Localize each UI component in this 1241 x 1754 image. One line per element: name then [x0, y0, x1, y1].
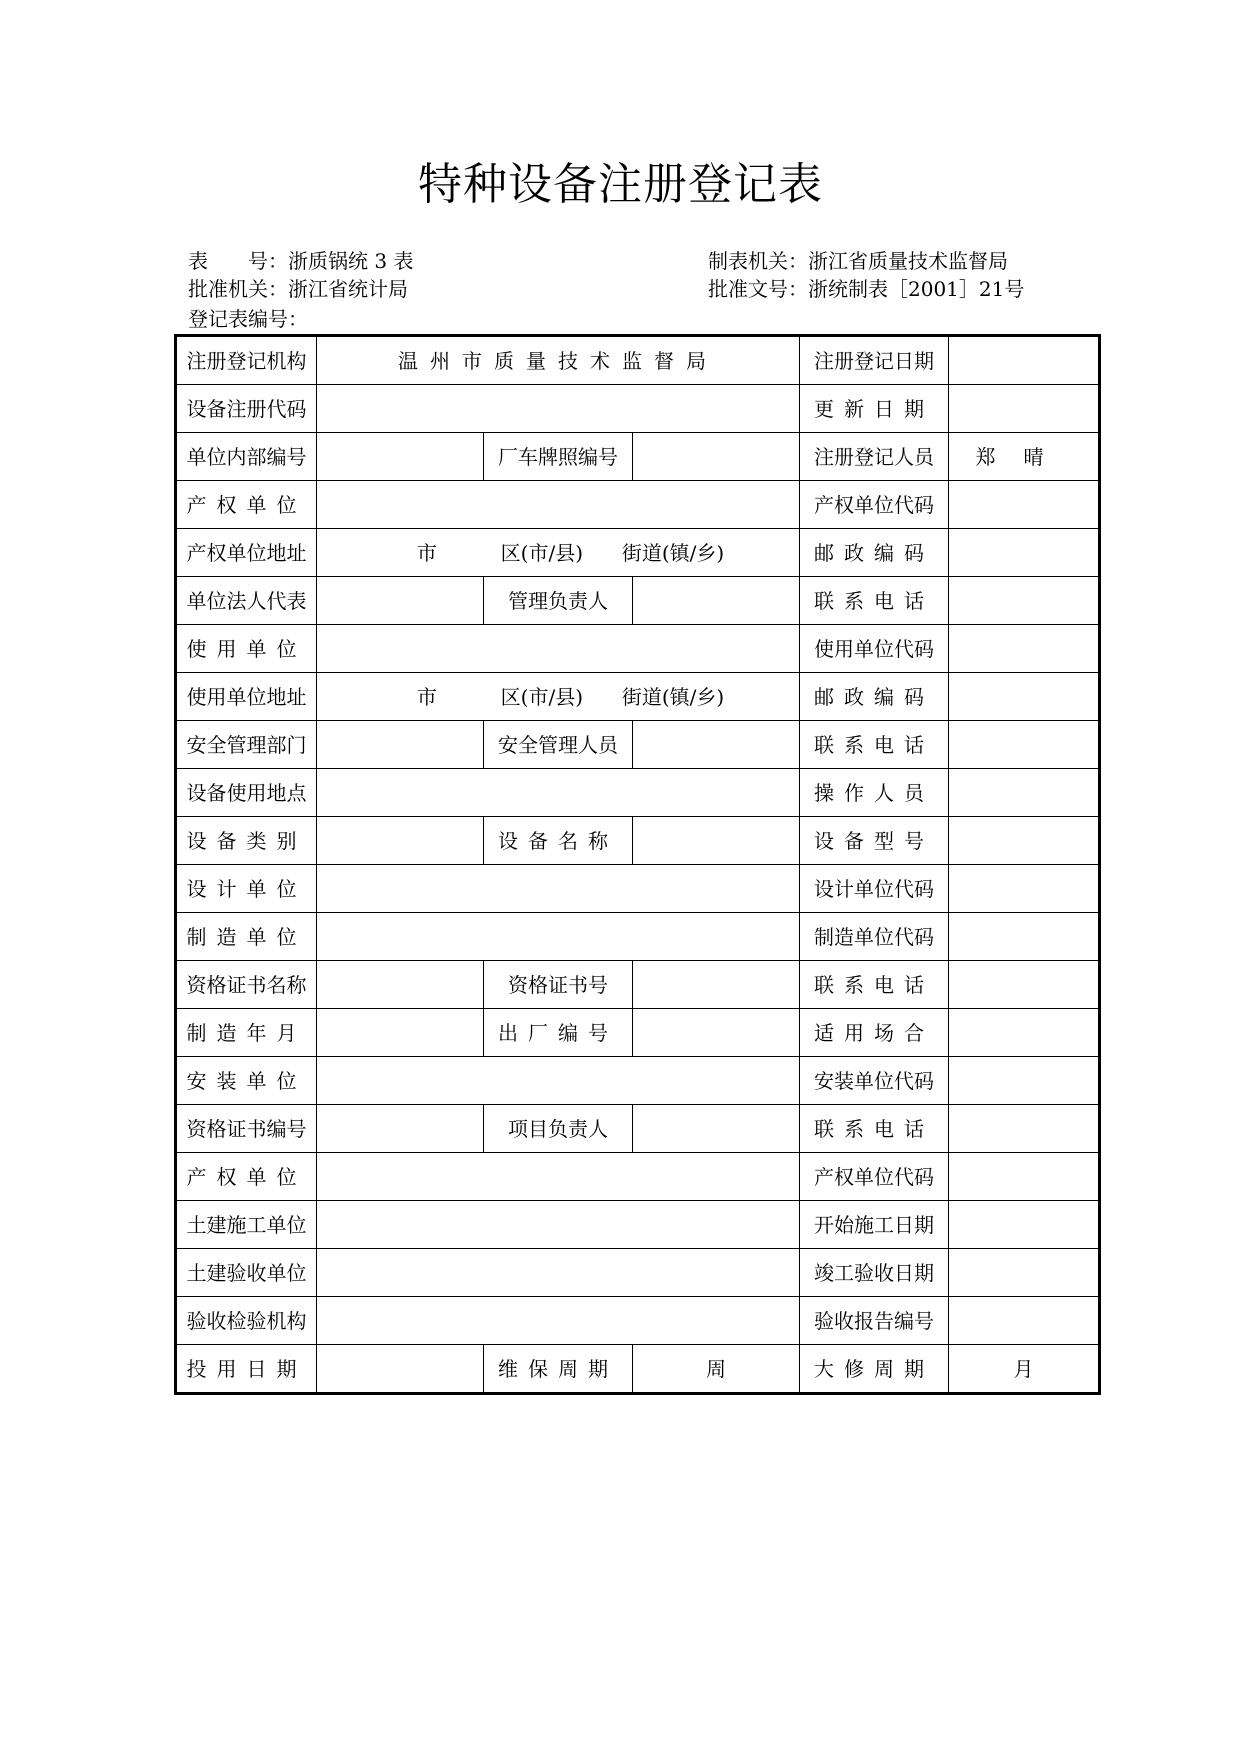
- usage-location-value[interactable]: [317, 769, 800, 817]
- address-street-label: 街道(镇/乡): [621, 540, 725, 565]
- table-row: [176, 336, 1100, 385]
- device-category-value[interactable]: [317, 817, 484, 865]
- user-postcode-value[interactable]: [949, 673, 1100, 721]
- table-row: [176, 673, 1100, 721]
- plate-number-value[interactable]: [633, 433, 800, 481]
- approving-authority: [188, 276, 408, 302]
- field-label: 资格证书号: [484, 961, 633, 1009]
- owner-unit-code-value[interactable]: [949, 481, 1100, 529]
- registration-form-number-label: 登记表编号：: [188, 307, 308, 331]
- maintenance-cycle-value[interactable]: 周: [633, 1345, 800, 1394]
- form-number-value: 浙质锅统 3 表: [288, 249, 414, 273]
- manufacturer-code-value[interactable]: [949, 913, 1100, 961]
- table-row: [176, 529, 1100, 577]
- address-district-label: 区(市/县): [500, 684, 584, 709]
- table-row: [176, 913, 1100, 961]
- field-label: 注册登记日期: [800, 336, 949, 385]
- factory-number-value[interactable]: [633, 1009, 800, 1057]
- table-row: [176, 1249, 1100, 1297]
- user-address-value[interactable]: [317, 673, 800, 721]
- overhaul-cycle-value[interactable]: 月: [949, 1345, 1100, 1394]
- table-row: [176, 625, 1100, 673]
- approval-document: [708, 276, 1024, 302]
- project-manager-value[interactable]: [633, 1105, 800, 1153]
- field-label: 设备使用地点: [176, 769, 317, 817]
- field-label: 单位法人代表: [176, 577, 317, 625]
- field-label: 设备型号: [800, 817, 949, 865]
- manufacturer-phone-value[interactable]: [949, 961, 1100, 1009]
- commissioning-date-value[interactable]: [317, 1345, 484, 1394]
- table-row: [176, 865, 1100, 913]
- field-label: 使用单位: [176, 625, 317, 673]
- issuing-authority-value: 浙江省质量技术监督局: [808, 249, 1008, 273]
- inspection-report-number-value[interactable]: [949, 1297, 1100, 1345]
- construction-unit-value[interactable]: [317, 1201, 800, 1249]
- field-label: 设计单位代码: [800, 865, 949, 913]
- field-label: 土建验收单位: [176, 1249, 317, 1297]
- design-unit-value[interactable]: [317, 865, 800, 913]
- table-row: [176, 1153, 1100, 1201]
- field-label: 产权单位代码: [800, 1153, 949, 1201]
- device-name-value[interactable]: [633, 817, 800, 865]
- registration-form-number: [188, 306, 308, 332]
- installer-certificate-value[interactable]: [317, 1105, 484, 1153]
- table-row: [176, 1009, 1100, 1057]
- registration-agency-value[interactable]: 温州市质量技术监督局: [317, 336, 800, 385]
- table-row: [176, 1297, 1100, 1345]
- approving-authority-label: 批准机关：: [188, 277, 288, 301]
- issuing-authority-label: 制表机关：: [708, 249, 808, 273]
- field-label: 土建施工单位: [176, 1201, 317, 1249]
- field-label: 设备注册代码: [176, 385, 317, 433]
- owner-unit-code-2-value[interactable]: [949, 1153, 1100, 1201]
- address-city-label: 市: [416, 540, 437, 565]
- table-row: [176, 961, 1100, 1009]
- issuing-authority: [708, 248, 1008, 274]
- page-title: 特种设备注册登记表: [418, 159, 823, 210]
- field-label: 制造单位代码: [800, 913, 949, 961]
- form-number-label: 表 号：: [188, 249, 288, 273]
- field-label: 产权单位: [176, 481, 317, 529]
- field-label: 安全管理人员: [484, 721, 633, 769]
- table-row: [176, 817, 1100, 865]
- field-label: 安装单位: [176, 1057, 317, 1105]
- table-row: [176, 385, 1100, 433]
- field-label: 设计单位: [176, 865, 317, 913]
- field-label: 注册登记机构: [176, 336, 317, 385]
- field-label: 产权单位: [176, 1153, 317, 1201]
- certificate-name-value[interactable]: [317, 961, 484, 1009]
- field-label: 设备类别: [176, 817, 317, 865]
- field-label: 联系电话: [800, 961, 949, 1009]
- certificate-number-value[interactable]: [633, 961, 800, 1009]
- field-label: 验收检验机构: [176, 1297, 317, 1345]
- installer-phone-value[interactable]: [949, 1105, 1100, 1153]
- address-street-label: 街道(镇/乡): [621, 684, 725, 709]
- approval-document-label: 批准文号：: [708, 277, 808, 301]
- user-unit-code-value[interactable]: [949, 625, 1100, 673]
- design-unit-code-value[interactable]: [949, 865, 1100, 913]
- field-label: 设备名称: [484, 817, 633, 865]
- approving-authority-value: 浙江省统计局: [288, 277, 408, 301]
- internal-number-value[interactable]: [317, 433, 484, 481]
- owner-postcode-value[interactable]: [949, 529, 1100, 577]
- registration-date-value[interactable]: [949, 336, 1100, 385]
- table-row: [176, 577, 1100, 625]
- field-label: 验收报告编号: [800, 1297, 949, 1345]
- field-label: 安全管理部门: [176, 721, 317, 769]
- safety-department-value[interactable]: [317, 721, 484, 769]
- field-label: 投用日期: [176, 1345, 317, 1394]
- form-number: [188, 248, 413, 274]
- field-label: 制造单位: [176, 913, 317, 961]
- owner-unit-value[interactable]: [317, 481, 800, 529]
- table-row: [176, 1105, 1100, 1153]
- field-label: 使用单位地址: [176, 673, 317, 721]
- approval-document-value: 浙统制表［2001］21号: [808, 277, 1025, 301]
- field-label: 出厂编号: [484, 1009, 633, 1057]
- field-label: 资格证书编号: [176, 1105, 317, 1153]
- acceptance-unit-value[interactable]: [317, 1249, 800, 1297]
- owner-phone-value[interactable]: [949, 577, 1100, 625]
- field-label: 竣工验收日期: [800, 1249, 949, 1297]
- installer-code-value[interactable]: [949, 1057, 1100, 1105]
- owner-address-value[interactable]: [317, 529, 800, 577]
- field-label: 项目负责人: [484, 1105, 633, 1153]
- update-date-value[interactable]: [949, 385, 1100, 433]
- table-row: [176, 1057, 1100, 1105]
- legal-representative-value[interactable]: [317, 577, 484, 625]
- installer-value[interactable]: [317, 1057, 800, 1105]
- field-label: 注册登记人员: [800, 433, 949, 481]
- field-label: 单位内部编号: [176, 433, 317, 481]
- table-row: [176, 1345, 1100, 1394]
- owner-unit-2-value[interactable]: [317, 1153, 800, 1201]
- field-label: 维保周期: [484, 1345, 633, 1394]
- manufacture-date-value[interactable]: [317, 1009, 484, 1057]
- table-row: [176, 769, 1100, 817]
- table-row: [176, 1201, 1100, 1249]
- table-row: [176, 433, 1100, 481]
- field-label: 操作人员: [800, 769, 949, 817]
- application-scenario-value[interactable]: [949, 1009, 1100, 1057]
- registrar-value[interactable]: 郑晴: [949, 433, 1100, 481]
- field-label: 联系电话: [800, 1105, 949, 1153]
- table-row: [176, 481, 1100, 529]
- device-registration-code-value[interactable]: [317, 385, 800, 433]
- operator-value[interactable]: [949, 769, 1100, 817]
- registration-table: [174, 334, 1101, 1395]
- address-district-label: 区(市/县): [500, 540, 584, 565]
- field-label: 使用单位代码: [800, 625, 949, 673]
- field-label: 联系电话: [800, 721, 949, 769]
- field-label: 产权单位代码: [800, 481, 949, 529]
- manufacturer-value[interactable]: [317, 913, 800, 961]
- inspection-agency-value[interactable]: [317, 1297, 800, 1345]
- device-model-value[interactable]: [949, 817, 1100, 865]
- safety-phone-value[interactable]: [949, 721, 1100, 769]
- field-label: 开始施工日期: [800, 1201, 949, 1249]
- field-label: 大修周期: [800, 1345, 949, 1394]
- address-city-label: 市: [416, 684, 437, 709]
- completion-date-value[interactable]: [949, 1249, 1100, 1297]
- field-label: 厂车牌照编号: [484, 433, 633, 481]
- field-label: 产权单位地址: [176, 529, 317, 577]
- field-label: 安装单位代码: [800, 1057, 949, 1105]
- field-label: 管理负责人: [484, 577, 633, 625]
- field-label: 资格证书名称: [176, 961, 317, 1009]
- safety-officer-value[interactable]: [633, 721, 800, 769]
- field-label: 适用场合: [800, 1009, 949, 1057]
- table-row: [176, 721, 1100, 769]
- field-label: 联系电话: [800, 577, 949, 625]
- field-label: 更新日期: [800, 385, 949, 433]
- field-label: 邮政编码: [800, 673, 949, 721]
- field-label: 制造年月: [176, 1009, 317, 1057]
- field-label: 邮政编码: [800, 529, 949, 577]
- construction-start-date-value[interactable]: [949, 1201, 1100, 1249]
- user-unit-value[interactable]: [317, 625, 800, 673]
- manager-value[interactable]: [633, 577, 800, 625]
